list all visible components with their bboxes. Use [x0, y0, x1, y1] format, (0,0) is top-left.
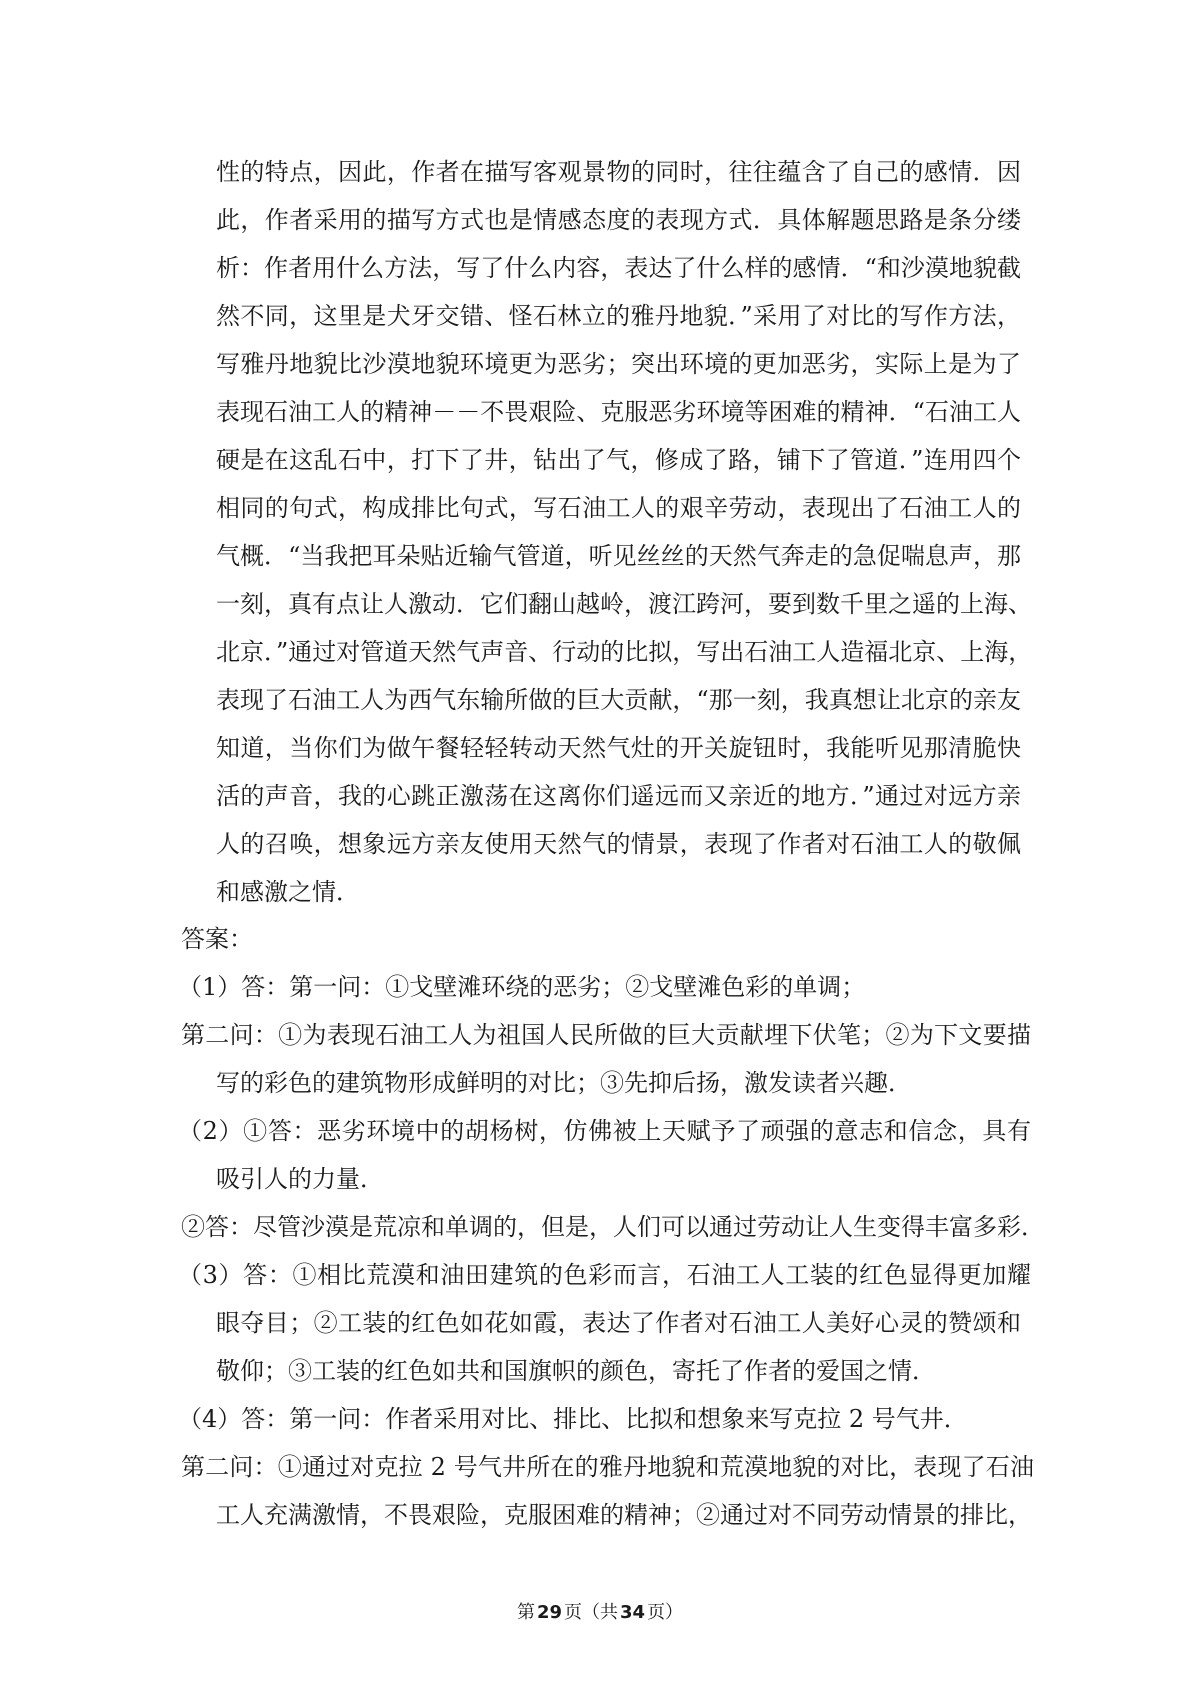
- answer-3: （3）答：①相比荒漠和油田建筑的色彩而言，石油工人工装的红色显得更加耀: [178, 1261, 1031, 1289]
- analysis-line: 北京．”通过对管道天然气声音、行动的比拟，写出石油工人造福北京、上海，: [216, 638, 1033, 666]
- answer-1-q2: 第二问：①为表现石油工人为祖国人民所做的巨大贡献埋下伏笔；②为下文要描: [181, 1021, 1031, 1049]
- analysis-line: 写雅丹地貌比沙漠地貌环境更为恶劣；突出环境的更加恶劣，实际上是为了: [216, 350, 1021, 378]
- analysis-line: 表现石油工人的精神－－不畏艰险、克服恶劣环境等困难的精神．“石油工人: [216, 398, 1021, 426]
- answer-4-q2: 第二问：①通过对克拉 2 号气井所在的雅丹地貌和荒漠地貌的对比，表现了石油: [181, 1453, 1034, 1481]
- total-page-number: 34: [620, 1602, 646, 1623]
- analysis-line: 一刻，真有点让人激动．它们翻山越岭，渡江跨河，要到数千里之遥的上海、: [216, 590, 1032, 618]
- answer-2-b: ②答：尽管沙漠是荒凉和单调的，但是，人们可以通过劳动让人生变得丰富多彩．: [181, 1213, 1045, 1241]
- answer-3-cont: 敬仰；③工装的红色如共和国旗帜的颜色，寄托了作者的爱国之情．: [216, 1357, 936, 1385]
- page-footer: [0, 1599, 1200, 1627]
- answer-label: 答案：: [181, 925, 253, 953]
- footer-suffix: 页）: [647, 1602, 684, 1623]
- analysis-line: 活的声音，我的心跳正激荡在这离你们遥远而又亲近的地方．”通过对远方亲: [216, 782, 1021, 810]
- footer-middle: 页（共: [564, 1602, 618, 1623]
- analysis-line: 人的召唤，想象远方亲友使用天然气的情景，表现了作者对石油工人的敬佩: [216, 830, 1021, 858]
- analysis-line: 表现了石油工人为西气东输所做的巨大贡献，“那一刻，我真想让北京的亲友: [216, 686, 1021, 714]
- answer-4: （4）答：第一问：作者采用对比、排比、比拟和想象来写克拉 2 号气井．: [178, 1405, 968, 1433]
- answer-1: （1）答：第一问：①戈壁滩环绕的恶劣；②戈壁滩色彩的单调；: [178, 973, 866, 1001]
- answer-4-q2-cont: 工人充满激情，不畏艰险，克服困难的精神；②通过对不同劳动情景的排比，: [216, 1501, 1032, 1529]
- analysis-line: 性的特点，因此，作者在描写客观景物的同时，往往蕴含了自己的感情．因: [216, 158, 1021, 186]
- current-page-number: 29: [536, 1602, 562, 1623]
- answer-3-cont: 眼夺目；②工装的红色如花如霞，表达了作者对石油工人美好心灵的赞颂和: [216, 1309, 1021, 1337]
- analysis-line: 知道，当你们为做午餐轻轻转动天然气灶的开关旋钮时，我能听见那清脆快: [216, 734, 1021, 762]
- analysis-line: 气概．“当我把耳朵贴近输气管道，听见丝丝的天然气奔走的急促喘息声，那: [216, 542, 1021, 570]
- analysis-line: 硬是在这乱石中，打下了井，钻出了气，修成了路，铺下了管道．”连用四个: [216, 446, 1021, 474]
- answer-2: （2）①答：恶劣环境中的胡杨树，仿佛被上天赋予了顽强的意志和信念，具有: [178, 1117, 1031, 1145]
- footer-prefix: 第: [516, 1602, 535, 1623]
- analysis-line: 和感激之情．: [216, 878, 360, 906]
- answer-2-cont: 吸引人的力量．: [216, 1165, 384, 1193]
- analysis-line: 然不同，这里是犬牙交错、怪石林立的雅丹地貌．”采用了对比的写作方法，: [216, 302, 1021, 330]
- analysis-line: 相同的句式，构成排比句式，写石油工人的艰辛劳动，表现出了石油工人的: [216, 494, 1021, 522]
- analysis-line: 析：作者用什么方法，写了什么内容，表达了什么样的感情．“和沙漠地貌截: [216, 254, 1021, 282]
- analysis-line: 此，作者采用的描写方式也是情感态度的表现方式．具体解题思路是条分缕: [216, 206, 1021, 234]
- answer-1-q2-cont: 写的彩色的建筑物形成鲜明的对比；③先抑后扬，激发读者兴趣．: [216, 1069, 912, 1097]
